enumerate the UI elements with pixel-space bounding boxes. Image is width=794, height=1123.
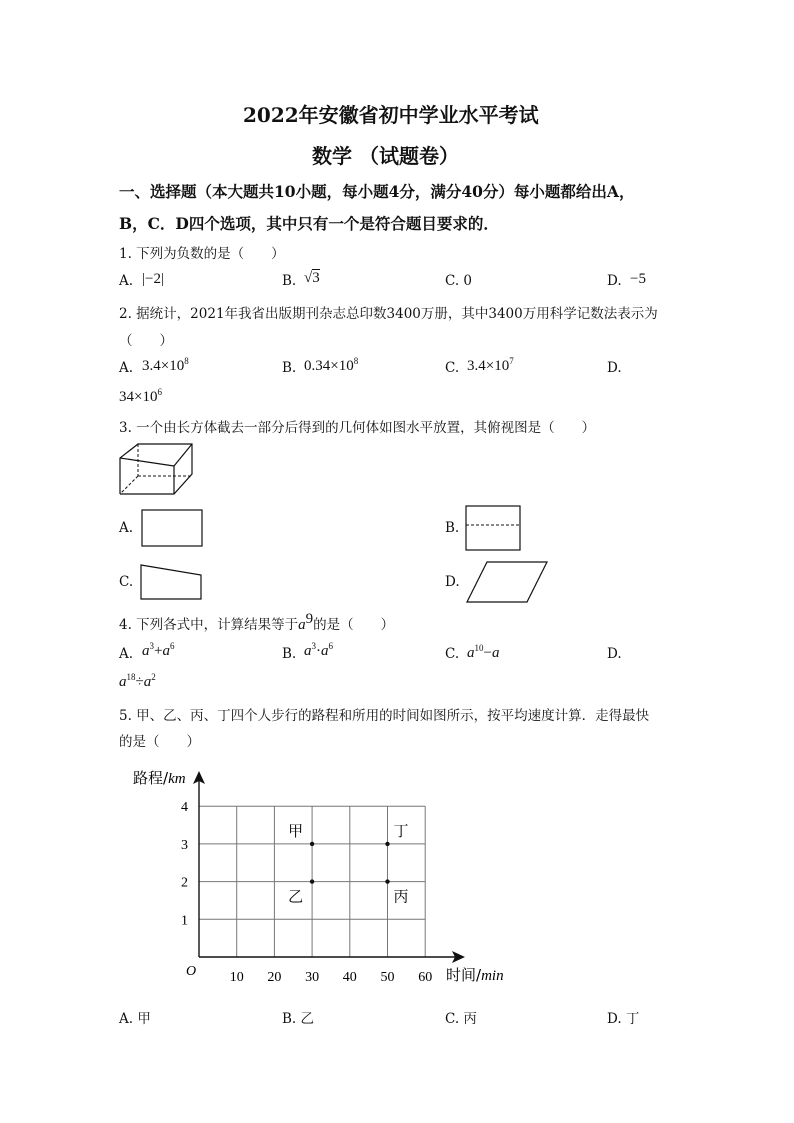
x-tick-label-10: 10: [229, 970, 244, 985]
question-2-stem: 2. 据统计，2021年我省出版期刊杂志总印数3400万册，其中3400万用科学记数法表示为: [119, 306, 658, 322]
q2-option-d-label: D.: [607, 360, 622, 376]
y-tick-label-2: 2: [181, 875, 188, 891]
q4-option-a-value: $a^3+a^6$: [142, 641, 175, 659]
q3-option-c-label: C.: [119, 574, 134, 590]
y-tick-label-3: 3: [181, 837, 188, 853]
data-point-2: [310, 879, 314, 883]
q1-option-a-value: |−2|: [142, 271, 164, 287]
chart-points: [288, 822, 408, 906]
sqrt-sign: √: [304, 270, 313, 286]
q3-option-b-label: B.: [445, 520, 460, 536]
q4-option-c-value: $a^{10}-a$: [467, 643, 500, 661]
page-title: 2022年安徽省初中学业水平考试: [243, 103, 539, 127]
q5-option-c: C. 丙: [445, 1011, 477, 1027]
data-point-label-4: 丁: [393, 821, 409, 840]
y-tick-label-4: 4: [181, 800, 188, 816]
data-point-label-2: 乙: [288, 887, 304, 906]
x-tick-label-60: 60: [418, 970, 433, 985]
q4-option-a-label: A.: [119, 646, 134, 662]
q1-option-c: C. 0: [445, 273, 473, 289]
origin-label: O: [186, 964, 197, 979]
data-point-1: [310, 842, 314, 846]
q2-option-c-label: C.: [445, 360, 460, 376]
q3-option-a-label: A.: [119, 520, 134, 536]
q2-option-c-value: $3.4\times 10^7$: [467, 356, 514, 374]
data-point-label-1: 甲: [288, 821, 304, 840]
question-5-stem-cont: 的是（ ）: [119, 734, 200, 750]
q4-option-d-label: D.: [607, 646, 622, 662]
question-1-stem: 1. 下列为负数的是（ ）: [119, 246, 285, 262]
question-2-stem-cont: （ ）: [119, 333, 173, 349]
page-subtitle: 数学 （试题卷）: [312, 144, 459, 168]
data-point-4: [385, 842, 389, 846]
y-tick-label-1: 1: [181, 913, 188, 929]
data-point-3: [385, 879, 389, 883]
q4-option-b-value: $a^3\cdot a^6$: [304, 641, 333, 659]
x-tick-label-20: 20: [267, 970, 282, 985]
x-tick-label-30: 30: [305, 970, 320, 985]
section-heading-line2: B，C．D四个选项，其中只有一个是符合题目要求的．: [119, 214, 499, 233]
q1-option-a-label: A.: [119, 273, 134, 289]
q4-option-c-label: C.: [445, 646, 460, 662]
q5-option-a: A. 甲: [119, 1011, 151, 1027]
x-tick-label-40: 40: [342, 970, 357, 985]
question-5-stem: 5. 甲、乙、丙、丁四个人步行的路程和所用的时间如图所示，按平均速度计算．走得最快: [119, 708, 650, 724]
chart-axes: [193, 771, 465, 963]
q1-option-b-label: B.: [282, 273, 297, 289]
x-axis-title: 时间/min: [446, 966, 504, 984]
q2-option-b-value: $0.34\times 10^8$: [304, 356, 359, 374]
data-point-label-3: 丙: [393, 887, 409, 906]
x-tick-label-50: 50: [380, 970, 395, 985]
q5-option-b: B. 乙: [282, 1011, 315, 1027]
q3-option-d-label: D.: [445, 574, 460, 590]
q5-option-d: D. 丁: [607, 1011, 640, 1027]
q1-option-d-label: D.: [607, 273, 622, 289]
question-3-stem: 3. 一个由长方体截去一部分后得到的几何体如图水平放置，其俯视图是（ ）: [119, 420, 596, 436]
q2-option-a-label: A.: [119, 360, 134, 376]
q2-option-b-label: B.: [282, 360, 297, 376]
q2-option-a-value: $3.4\times 10^8$: [142, 356, 189, 374]
q1-option-d-value: −5: [630, 271, 646, 287]
question-4-stem: 4. 下列各式中，计算结果等于$a^9$的是（ ）: [119, 611, 395, 633]
q4-option-d-value: $a^{18}\div a^2$: [119, 672, 156, 690]
q2-option-d-value: $34\times 10^6$: [119, 387, 162, 405]
y-axis-title: 路程/km: [133, 769, 186, 787]
sqrt-radicand: 3: [312, 270, 320, 286]
section-heading-line1: 一、选择题（本大题共10小题，每小题4分，满分40分）每小题都给出A，: [119, 182, 635, 201]
q4-option-b-label: B.: [282, 646, 297, 662]
